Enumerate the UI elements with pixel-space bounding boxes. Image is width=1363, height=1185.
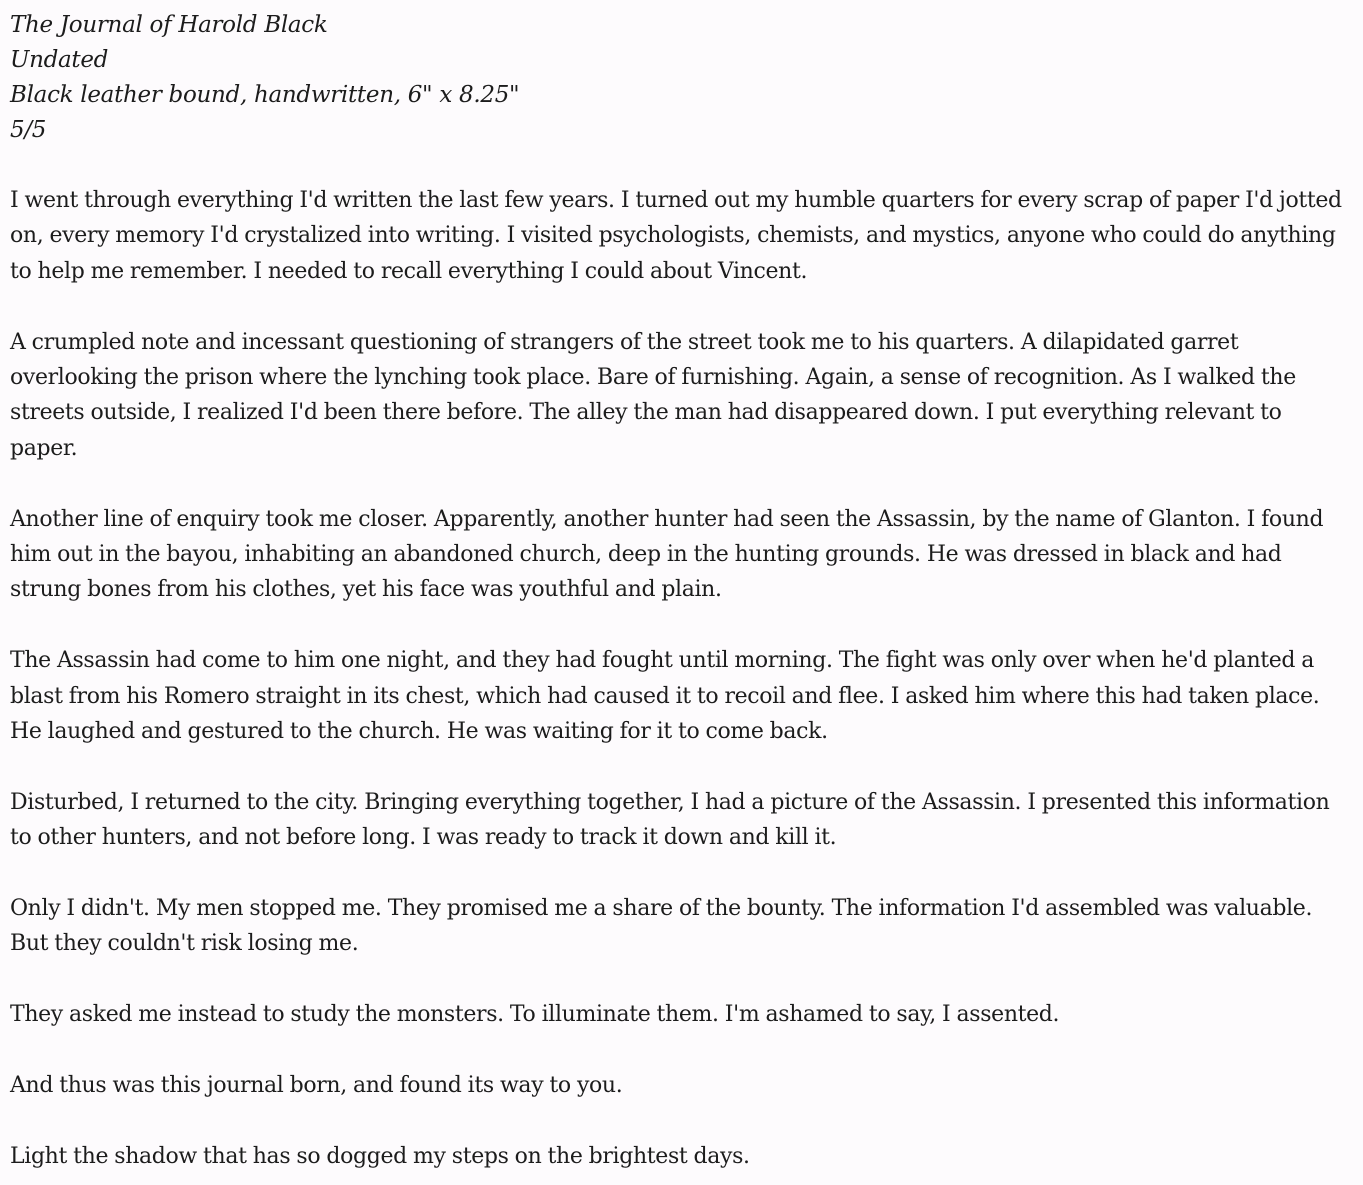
journal-paragraph: Only I didn't. My men stopped me. They promised me a share of the bounty. The information I'd assembled was valuable. But they couldn't risk losing me. bbox=[10, 896, 1313, 957]
journal-paragraph: Light the shadow that has so dogged my steps on the brightest days. bbox=[10, 1143, 750, 1169]
journal-paragraph: The Assassin had come to him one night, and they had fought until morning. The fight was only over when he'd planted a blast from his Romero straight in its chest, which had caused it to recoil and flee. I asked him where this had taken place. He laughed and gestured to the church. He was waiting for it to come back. bbox=[10, 648, 1320, 745]
journal-paragraph: Disturbed, I returned to the city. Bringing everything together, I had a picture of the Assassin. I presented this information to other hunters, and not before long. I was ready to track it down and kill it. bbox=[10, 789, 1330, 851]
journal-paragraph: I went through everything I'd written the last few years. I turned out my humble quarters for every scrap of paper I'd jotted on, every memory I'd crystalized into writing. I visited psychologists, chemists, and mystics, anyone who could do anything to help me remember. I needed to recall everything I could about Vincent. bbox=[10, 188, 1342, 284]
journal-paragraph: A crumpled note and incessant questioning of strangers of the street took me to his quarters. A dilapidated garret overlooking the prison where the lynching took place. Bare of furnishing. Again, a sense of recognition. As I walked the streets outside, I realized I'd been there before. The alley the man had disappeared down. I put everything relevant to paper. bbox=[10, 329, 1296, 461]
journal-paragraph: And thus was this journal born, and found its way to you. bbox=[10, 1073, 623, 1099]
journal-header bbox=[10, 8, 1353, 148]
journal-date: Undated bbox=[10, 47, 109, 73]
journal-page-number: 5/5 bbox=[10, 117, 47, 143]
journal-description: Black leather bound, handwritten, 6" x 8.25" bbox=[10, 82, 520, 108]
journal-paragraph: Another line of enquiry took me closer. Apparently, another hunter had seen the Assassin, by the name of Glanton. I found him out in the bayou, inhabiting an abandoned church, deep in the hunting grounds. He was dressed in black and had strung bones from his clothes, yet his face was youthful and plain. bbox=[10, 506, 1324, 603]
journal-title: The Journal of Harold Black bbox=[10, 12, 328, 38]
journal-body bbox=[10, 183, 1353, 1174]
journal-paragraph: They asked me instead to study the monsters. To illuminate them. I'm ashamed to say, I assented. bbox=[10, 1002, 1060, 1028]
